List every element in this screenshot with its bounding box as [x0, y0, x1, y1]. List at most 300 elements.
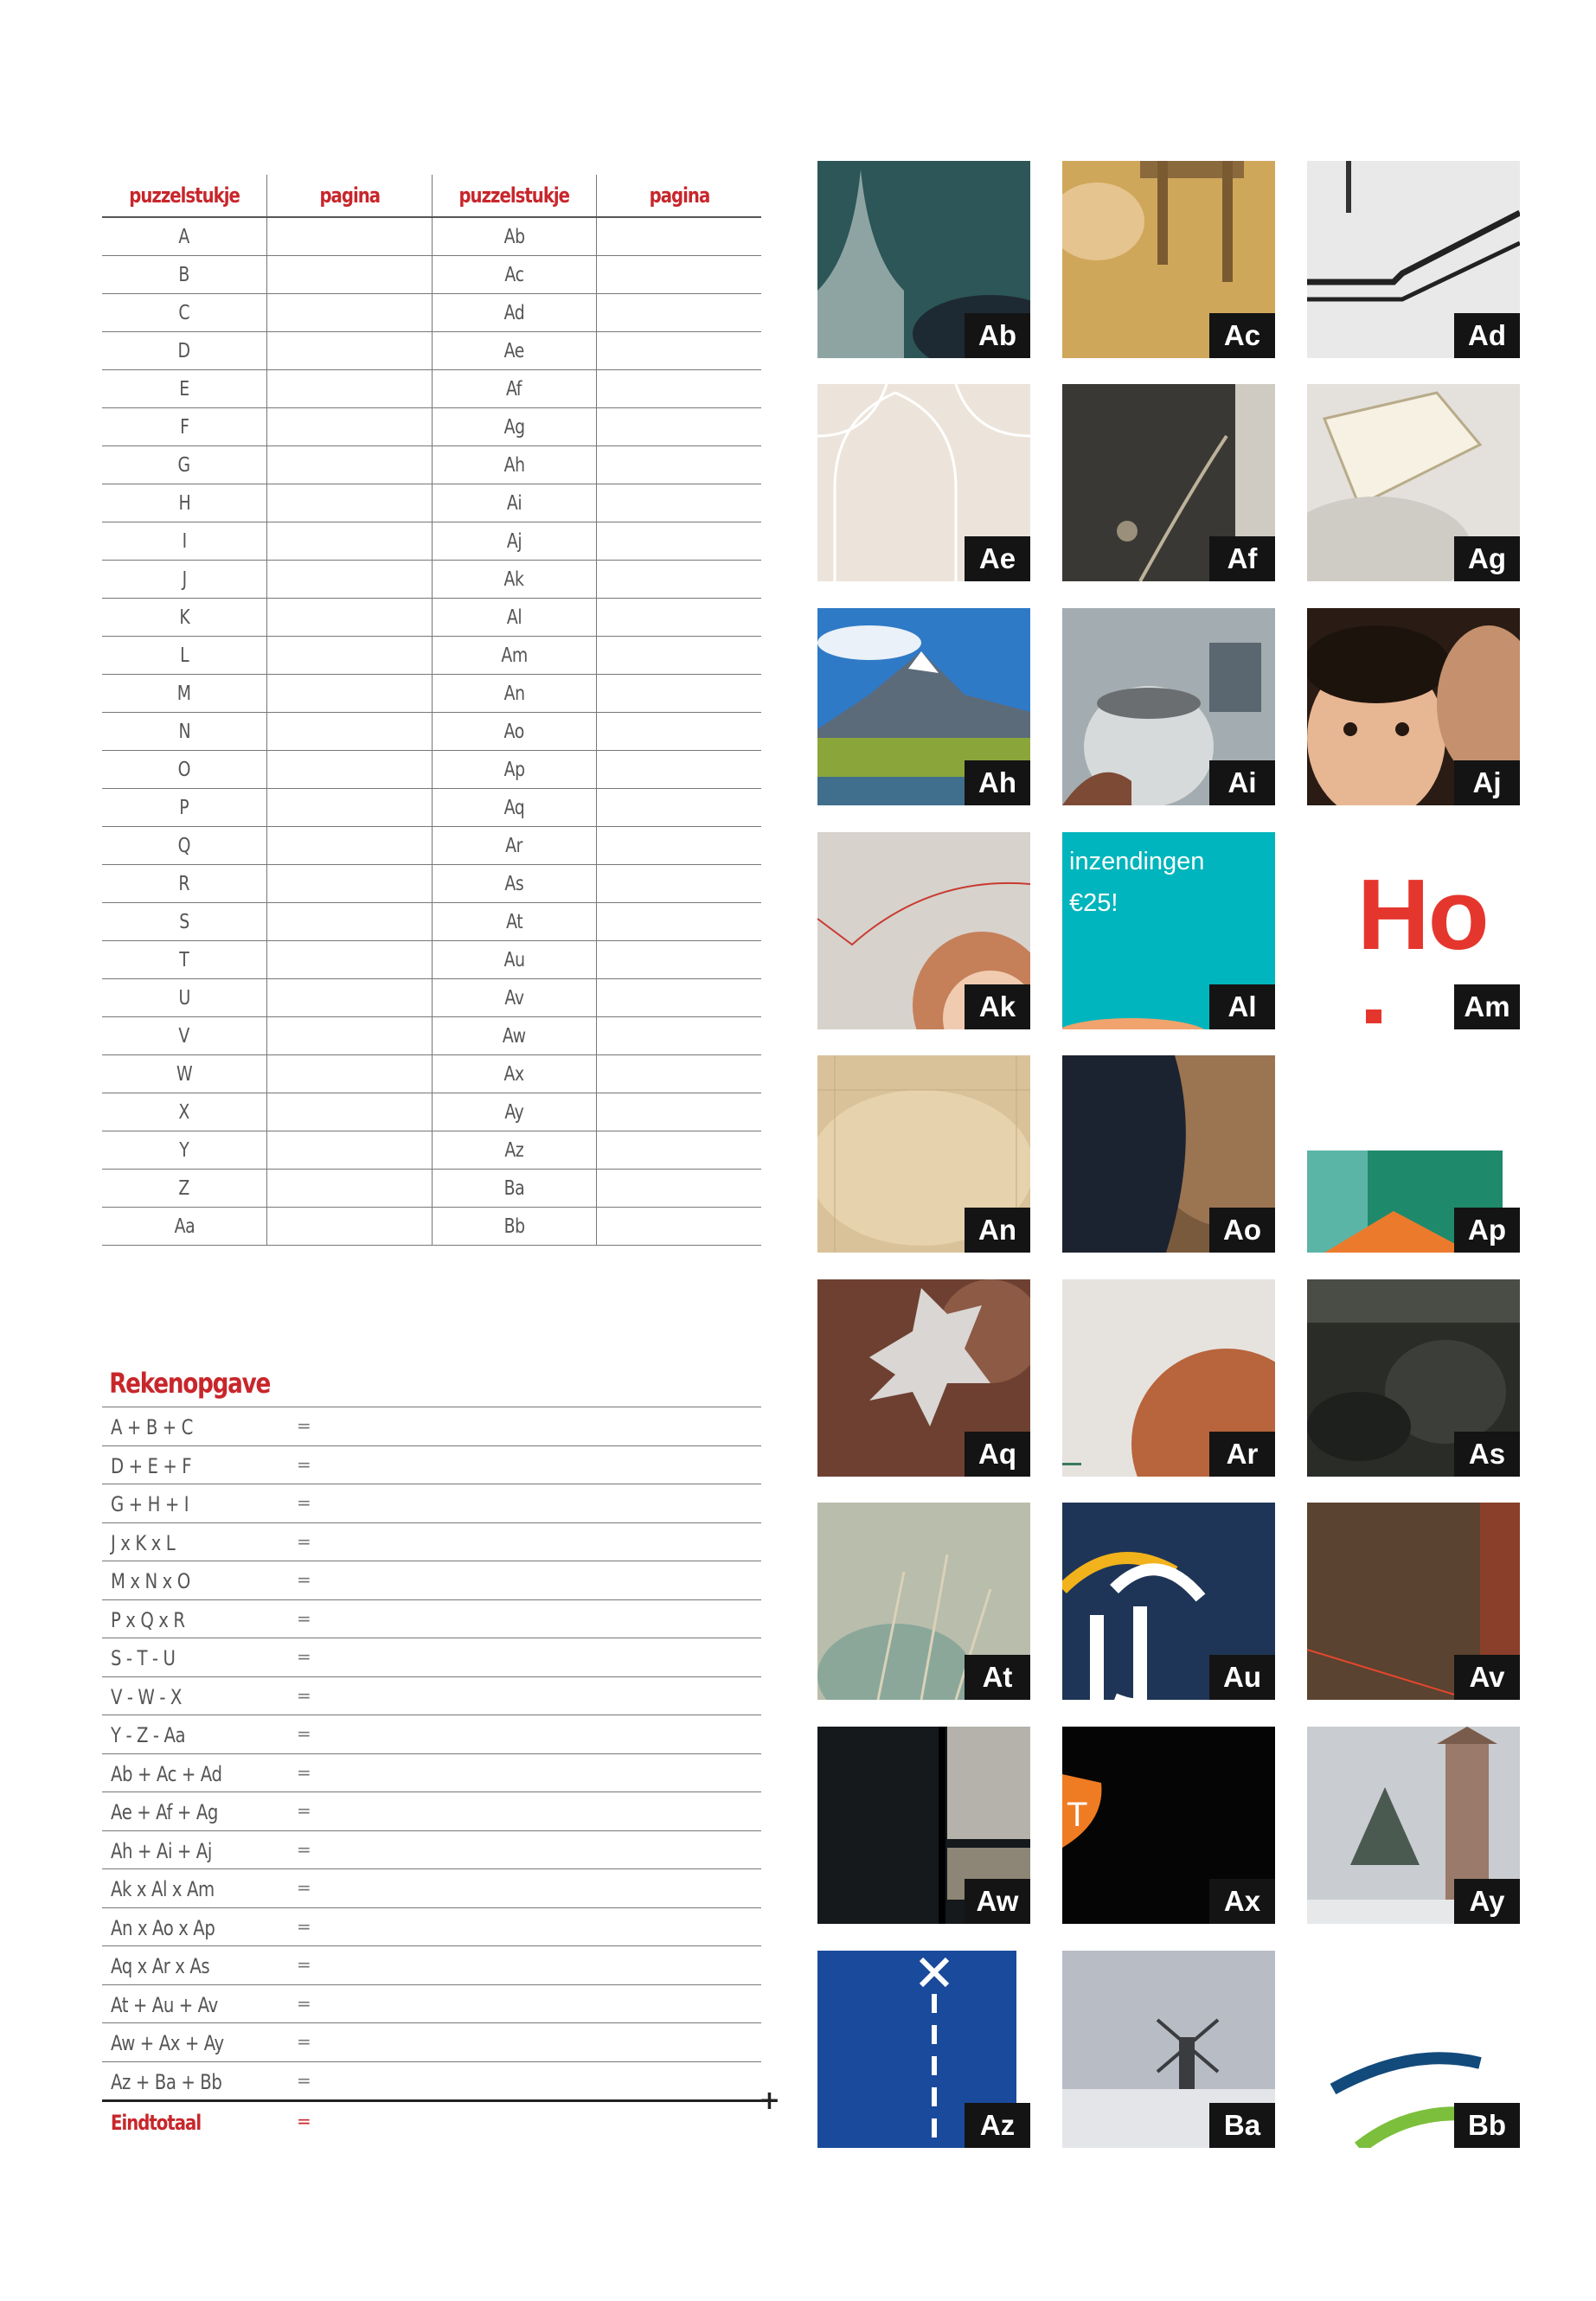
- tile-ag-badge: Ag: [1454, 536, 1520, 581]
- page-cell[interactable]: [267, 446, 433, 484]
- page-cell[interactable]: [267, 903, 433, 941]
- table-row: [102, 637, 761, 675]
- page-cell[interactable]: [597, 408, 762, 446]
- puzzle-piece-cell: [432, 408, 597, 446]
- tile-bb-badge: Bb: [1454, 2103, 1520, 2148]
- tile-an-badge: An: [965, 1208, 1030, 1253]
- reken-row[interactable]: [102, 1830, 761, 1869]
- page-cell[interactable]: [597, 446, 762, 484]
- puzzle-piece-cell: [102, 1170, 267, 1208]
- tile-ao: [1062, 1055, 1275, 1253]
- puzzle-piece-label: J: [182, 567, 187, 591]
- puzzle-piece-label: Ag: [503, 415, 525, 439]
- page-cell[interactable]: [597, 941, 762, 979]
- reken-row[interactable]: [102, 2022, 761, 2061]
- tile-ad-badge: Ad: [1454, 313, 1520, 358]
- reken-expression: At + Au + Av: [111, 1992, 218, 2017]
- puzzle-piece-cell: [102, 1131, 267, 1170]
- tile-bb: [1307, 1951, 1520, 2148]
- tile-af: [1062, 384, 1275, 581]
- total-equals: =: [297, 2111, 311, 2131]
- puzzle-piece-cell: [432, 561, 597, 599]
- reken-row[interactable]: [102, 1522, 761, 1561]
- header-puzzelstukje-1: puzzelstukje: [117, 175, 252, 217]
- reken-row[interactable]: [102, 1445, 761, 1484]
- tile-ba: [1062, 1951, 1275, 2148]
- reken-expression: Az + Ba + Bb: [111, 2069, 222, 2094]
- puzzle-piece-label: F: [179, 415, 189, 439]
- reken-row[interactable]: [102, 1484, 761, 1522]
- table-row: [102, 827, 761, 865]
- puzzle-piece-cell: [432, 675, 597, 713]
- reken-equals: =: [297, 1607, 311, 1629]
- puzzle-piece-label: T: [179, 948, 189, 971]
- table-row: [102, 370, 761, 408]
- puzzle-piece-label: B: [178, 263, 190, 286]
- puzzle-piece-cell: [102, 1093, 267, 1131]
- page-cell[interactable]: [597, 217, 762, 256]
- reken-expression: J x K x L: [111, 1530, 176, 1555]
- reken-row[interactable]: [102, 1907, 761, 1946]
- reken-equals: =: [297, 1992, 311, 2014]
- tile-ae: [817, 384, 1030, 581]
- reken-equals: =: [297, 1877, 311, 1898]
- tile-aq-badge: Aq: [965, 1432, 1030, 1477]
- puzzle-piece-label: Aq: [503, 796, 525, 819]
- tile-au-badge: Au: [1209, 1655, 1275, 1700]
- puzzle-piece-cell: [102, 217, 267, 256]
- reken-equals: =: [297, 1838, 311, 1860]
- puzzle-piece-label: An: [503, 682, 525, 705]
- tile-as-badge: As: [1454, 1432, 1520, 1477]
- puzzle-piece-cell: [432, 370, 597, 408]
- puzzle-piece-label: O: [177, 758, 191, 781]
- puzzle-piece-label: Ay: [504, 1100, 524, 1124]
- puzzle-piece-label: N: [178, 720, 190, 743]
- header-pagina-2: pagina: [612, 175, 747, 217]
- table-row: [102, 751, 761, 789]
- puzzle-piece-cell: [102, 751, 267, 789]
- puzzle-piece-label: C: [178, 301, 190, 324]
- tile-ai: [1062, 608, 1275, 805]
- puzzle-piece-cell: [432, 217, 597, 256]
- page-cell[interactable]: [267, 522, 433, 561]
- page-cell[interactable]: [267, 1170, 433, 1208]
- tile-al: [1062, 832, 1275, 1029]
- puzzle-piece-cell: [102, 1055, 267, 1093]
- puzzle-piece-label: R: [178, 872, 190, 895]
- tile-ba-badge: Ba: [1209, 2103, 1275, 2148]
- puzzle-piece-label: Y: [179, 1138, 189, 1162]
- tile-au: [1062, 1503, 1275, 1700]
- table-row: [102, 561, 761, 599]
- reken-expression: S - T - U: [111, 1646, 176, 1670]
- tile-ab-badge: Ab: [965, 313, 1030, 358]
- tile-al-text: [1069, 841, 1204, 924]
- tile-al-text-2: €25!: [1069, 889, 1118, 917]
- reken-row[interactable]: [102, 1599, 761, 1638]
- puzzle-piece-cell: [432, 1093, 597, 1131]
- puzzle-piece-cell: [102, 522, 267, 561]
- page-cell[interactable]: [597, 1208, 762, 1246]
- page-cell[interactable]: [597, 789, 762, 827]
- reken-expression: Aw + Ax + Ay: [111, 2031, 224, 2055]
- puzzle-piece-label: Ad: [503, 301, 525, 324]
- rekenopgave-section: [102, 1360, 780, 2140]
- puzzle-piece-cell: [432, 446, 597, 484]
- puzzle-piece-cell: [102, 599, 267, 637]
- page-cell[interactable]: [267, 217, 433, 256]
- puzzle-piece-label: P: [179, 796, 189, 819]
- puzzle-piece-label: Af: [506, 377, 522, 401]
- page-cell[interactable]: [597, 256, 762, 294]
- puzzle-piece-cell: [432, 484, 597, 522]
- page-cell[interactable]: [597, 713, 762, 751]
- table-row: [102, 865, 761, 903]
- reken-expression: Ak x Al x Am: [111, 1877, 215, 1901]
- puzzle-piece-cell: [102, 561, 267, 599]
- puzzle-piece-cell: [432, 637, 597, 675]
- table-row: [102, 789, 761, 827]
- page-cell[interactable]: [267, 865, 433, 903]
- reken-equals: =: [297, 1915, 311, 1937]
- page-cell[interactable]: [267, 484, 433, 522]
- puzzle-piece-label: Ae: [503, 339, 524, 362]
- tile-ar: [1062, 1279, 1275, 1477]
- tile-at: [817, 1503, 1030, 1700]
- page-cell[interactable]: [267, 1131, 433, 1170]
- table-row: [102, 294, 761, 332]
- puzzle-piece-label: Ah: [503, 453, 525, 477]
- reken-equals: =: [297, 1530, 311, 1552]
- puzzle-piece-cell: [432, 1131, 597, 1170]
- tile-az: [817, 1951, 1030, 2148]
- reken-expression: V - W - X: [111, 1684, 182, 1709]
- page-cell[interactable]: [267, 751, 433, 789]
- tile-am-text: Ho: [1357, 858, 1488, 971]
- tile-at-badge: At: [965, 1655, 1030, 1700]
- tile-ac: [1062, 161, 1275, 358]
- tile-ax-text: T: [1067, 1796, 1088, 1834]
- puzzle-piece-cell: [432, 941, 597, 979]
- page-cell[interactable]: [597, 1017, 762, 1055]
- page-cell[interactable]: [597, 903, 762, 941]
- puzzle-piece-cell: [102, 1017, 267, 1055]
- puzzle-piece-cell: [102, 789, 267, 827]
- page-cell[interactable]: [267, 1093, 433, 1131]
- puzzle-piece-label: D: [177, 339, 191, 362]
- puzzle-piece-cell: [102, 294, 267, 332]
- page-cell[interactable]: [597, 332, 762, 370]
- tile-av: [1307, 1503, 1520, 1700]
- puzzle-piece-label: Q: [177, 834, 191, 857]
- plus-sign: +: [758, 2086, 780, 2116]
- puzzle-piece-cell: [432, 1017, 597, 1055]
- page-cell[interactable]: [597, 484, 762, 522]
- table-row: [102, 484, 761, 522]
- puzzle-piece-label: I: [182, 529, 187, 553]
- puzzle-piece-cell: [102, 979, 267, 1017]
- puzzle-piece-label: G: [177, 453, 191, 477]
- page-cell[interactable]: [597, 1093, 762, 1131]
- tile-am-badge: Am: [1454, 984, 1520, 1029]
- tile-aw: [817, 1727, 1030, 1924]
- reken-row[interactable]: [102, 1407, 761, 1445]
- puzzle-piece-cell: [432, 522, 597, 561]
- reken-equals: =: [297, 1684, 311, 1706]
- puzzle-piece-cell: [102, 370, 267, 408]
- reken-row[interactable]: [102, 1561, 761, 1599]
- reken-equals: =: [297, 1453, 311, 1475]
- page-cell[interactable]: [597, 637, 762, 675]
- puzzle-piece-label: K: [179, 606, 189, 629]
- table-row: [102, 675, 761, 713]
- reken-expression: D + E + F: [111, 1453, 192, 1478]
- puzzle-piece-label: Az: [504, 1138, 524, 1162]
- reken-expression: Y - Z - Aa: [111, 1723, 186, 1747]
- page-cell[interactable]: [267, 599, 433, 637]
- puzzle-piece-cell: [432, 256, 597, 294]
- puzzle-piece-label: U: [178, 986, 190, 1009]
- page-cell[interactable]: [597, 561, 762, 599]
- puzzle-piece-cell: [102, 827, 267, 865]
- puzzle-piece-label: E: [179, 377, 189, 401]
- puzzle-piece-cell: [102, 408, 267, 446]
- puzzle-piece-cell: [432, 789, 597, 827]
- tile-ak-badge: Ak: [965, 984, 1030, 1029]
- reken-equals: =: [297, 1492, 311, 1513]
- reken-equals: =: [297, 1569, 311, 1590]
- reken-row[interactable]: [102, 1753, 761, 1792]
- reken-equals: =: [297, 2031, 311, 2052]
- page-cell[interactable]: [597, 522, 762, 561]
- reken-row[interactable]: [102, 1945, 761, 1984]
- puzzle-piece-label: M: [177, 682, 191, 705]
- reken-expression: A + B + C: [111, 1415, 194, 1439]
- page-cell[interactable]: [267, 941, 433, 979]
- puzzle-piece-cell: [432, 827, 597, 865]
- tile-ak: [817, 832, 1030, 1029]
- puzzle-piece-label: Ab: [503, 225, 525, 248]
- puzzle-piece-label: Ac: [504, 263, 524, 286]
- puzzle-piece-label: S: [179, 910, 189, 933]
- puzzle-piece-label: At: [505, 910, 522, 933]
- table-row: [102, 1017, 761, 1055]
- tile-ay: [1307, 1727, 1520, 1924]
- tile-an: [817, 1055, 1030, 1253]
- page-cell[interactable]: [267, 1017, 433, 1055]
- puzzle-piece-label: Al: [506, 606, 522, 629]
- tile-ar-badge: Ar: [1209, 1432, 1275, 1477]
- puzzle-piece-label: Au: [503, 948, 525, 971]
- tile-ax: [1062, 1727, 1275, 1924]
- page-cell[interactable]: [267, 332, 433, 370]
- page-cell[interactable]: [597, 865, 762, 903]
- page-cell[interactable]: [597, 294, 762, 332]
- page-cell[interactable]: [597, 1055, 762, 1093]
- puzzle-piece-label: As: [504, 872, 524, 895]
- reken-equals: =: [297, 2069, 311, 2091]
- puzzle-piece-cell: [432, 294, 597, 332]
- puzzle-piece-label: Ar: [505, 834, 523, 857]
- reken-row[interactable]: [102, 2061, 761, 2100]
- puzzle-piece-label: Ai: [506, 491, 522, 515]
- table-row: [102, 1093, 761, 1131]
- total-row: [102, 2102, 761, 2140]
- reken-expression: P x Q x R: [111, 1607, 185, 1632]
- table-row: [102, 979, 761, 1017]
- puzzle-piece-cell: [432, 1208, 597, 1246]
- total-label: Eindtotaal: [111, 2111, 202, 2135]
- reken-row[interactable]: [102, 1984, 761, 2023]
- reken-row[interactable]: [102, 1676, 761, 1715]
- puzzle-piece-cell: [102, 446, 267, 484]
- table-row: [102, 713, 761, 751]
- puzzle-piece-label: W: [176, 1062, 193, 1086]
- reken-row[interactable]: [102, 1638, 761, 1676]
- page-cell[interactable]: [267, 789, 433, 827]
- page-cell[interactable]: [267, 294, 433, 332]
- tile-ao-badge: Ao: [1209, 1208, 1275, 1253]
- page-cell[interactable]: [267, 561, 433, 599]
- puzzle-piece-cell: [102, 484, 267, 522]
- tile-az-badge: Az: [965, 2103, 1030, 2148]
- tile-al-badge: Al: [1209, 984, 1275, 1029]
- puzzle-piece-cell: [102, 903, 267, 941]
- puzzle-piece-label: Ao: [503, 720, 524, 743]
- page-cell[interactable]: [597, 675, 762, 713]
- puzzle-piece-cell: [432, 599, 597, 637]
- table-row: [102, 599, 761, 637]
- tile-ap-badge: Ap: [1454, 1208, 1520, 1253]
- reken-row[interactable]: [102, 1791, 761, 1830]
- tile-ah-badge: Ah: [965, 760, 1030, 805]
- table-row: [102, 941, 761, 979]
- reken-equals: =: [297, 1646, 311, 1667]
- reken-expression: G + H + I: [111, 1492, 189, 1516]
- reken-expression: Ab + Ac + Ad: [111, 1761, 222, 1786]
- page-cell[interactable]: [597, 1170, 762, 1208]
- puzzle-piece-cell: [102, 637, 267, 675]
- puzzle-piece-label: Ba: [503, 1176, 525, 1200]
- page-cell[interactable]: [267, 979, 433, 1017]
- tile-ai-badge: Ai: [1209, 760, 1275, 805]
- rekenopgave-rows: [102, 1407, 761, 2099]
- tile-ac-badge: Ac: [1209, 313, 1275, 358]
- page-cell[interactable]: [267, 1208, 433, 1246]
- table-row: [102, 1131, 761, 1170]
- puzzle-piece-label: Aa: [174, 1215, 195, 1238]
- page-cell[interactable]: [267, 256, 433, 294]
- puzzle-piece-label: Aj: [506, 529, 522, 553]
- reken-expression: An x Ao x Ap: [111, 1915, 215, 1940]
- table-row: [102, 446, 761, 484]
- page-cell[interactable]: [597, 751, 762, 789]
- puzzle-piece-cell: [432, 1055, 597, 1093]
- tile-ax-badge: Ax: [1209, 1879, 1275, 1924]
- puzzle-piece-label: Aw: [502, 1024, 526, 1048]
- puzzle-piece-label: L: [179, 644, 189, 667]
- puzzle-piece-label: V: [178, 1024, 190, 1048]
- puzzle-piece-label: Ap: [503, 758, 525, 781]
- reken-row[interactable]: [102, 1868, 761, 1907]
- reken-expression: M x N x O: [111, 1569, 190, 1593]
- page-cell[interactable]: [597, 599, 762, 637]
- page-cell[interactable]: [597, 370, 762, 408]
- tile-ag: [1307, 384, 1520, 581]
- tile-al-text-1: inzendingen: [1069, 848, 1205, 875]
- tile-ad: [1307, 161, 1520, 358]
- puzzle-piece-label: A: [178, 225, 190, 248]
- table-header-row: [102, 175, 761, 217]
- puzzle-piece-label: Am: [501, 644, 528, 667]
- puzzle-piece-cell: [102, 1208, 267, 1246]
- puzzle-piece-label: Z: [178, 1176, 190, 1200]
- puzzle-piece-cell: [102, 865, 267, 903]
- tile-ab: [817, 161, 1030, 358]
- tile-am: [1307, 832, 1520, 1029]
- page-cell[interactable]: [267, 1055, 433, 1093]
- reken-row[interactable]: [102, 1715, 761, 1753]
- table-row: [102, 256, 761, 294]
- table-row: [102, 522, 761, 561]
- page-cell[interactable]: [267, 827, 433, 865]
- puzzle-piece-label: Ak: [503, 567, 524, 591]
- tile-af-badge: Af: [1209, 536, 1275, 581]
- table-row: [102, 217, 761, 256]
- reken-expression: Ae + Af + Ag: [111, 1800, 218, 1824]
- table-row: [102, 1208, 761, 1246]
- header-puzzelstukje-2: puzzelstukje: [446, 175, 581, 217]
- tile-ay-badge: Ay: [1454, 1879, 1520, 1924]
- puzzle-piece-cell: [102, 256, 267, 294]
- puzzle-piece-label: X: [178, 1100, 190, 1124]
- puzzle-piece-cell: [102, 713, 267, 751]
- reken-equals: =: [297, 1800, 311, 1821]
- puzzle-piece-cell: [432, 865, 597, 903]
- table-row: [102, 332, 761, 370]
- puzzle-piece-cell: [432, 903, 597, 941]
- page-cell[interactable]: [267, 713, 433, 751]
- page-cell[interactable]: [267, 408, 433, 446]
- puzzle-piece-cell: [102, 332, 267, 370]
- page-cell[interactable]: [267, 637, 433, 675]
- puzzle-piece-cell: [432, 751, 597, 789]
- puzzle-piece-cell: [432, 713, 597, 751]
- reken-expression: Ah + Ai + Aj: [111, 1838, 212, 1863]
- page-cell[interactable]: [267, 370, 433, 408]
- reken-equals: =: [297, 1415, 311, 1436]
- tile-aq: [817, 1279, 1030, 1477]
- tile-as: [1307, 1279, 1520, 1477]
- page-cell[interactable]: [597, 1131, 762, 1170]
- tile-ap: [1307, 1055, 1520, 1253]
- puzzle-piece-cell: [432, 979, 597, 1017]
- page-cell[interactable]: [267, 675, 433, 713]
- tile-aj: [1307, 608, 1520, 805]
- reken-equals: =: [297, 1723, 311, 1744]
- puzzle-table: [102, 175, 761, 1246]
- page-cell[interactable]: [597, 979, 762, 1017]
- page-cell[interactable]: [597, 827, 762, 865]
- rekenopgave-title: Rekenopgave: [109, 1367, 271, 1400]
- table-row: [102, 903, 761, 941]
- table-row: [102, 408, 761, 446]
- tile-aw-badge: Aw: [965, 1879, 1030, 1924]
- puzzle-piece-cell: [102, 941, 267, 979]
- tile-ae-badge: Ae: [965, 536, 1030, 581]
- reken-equals: =: [297, 1761, 311, 1783]
